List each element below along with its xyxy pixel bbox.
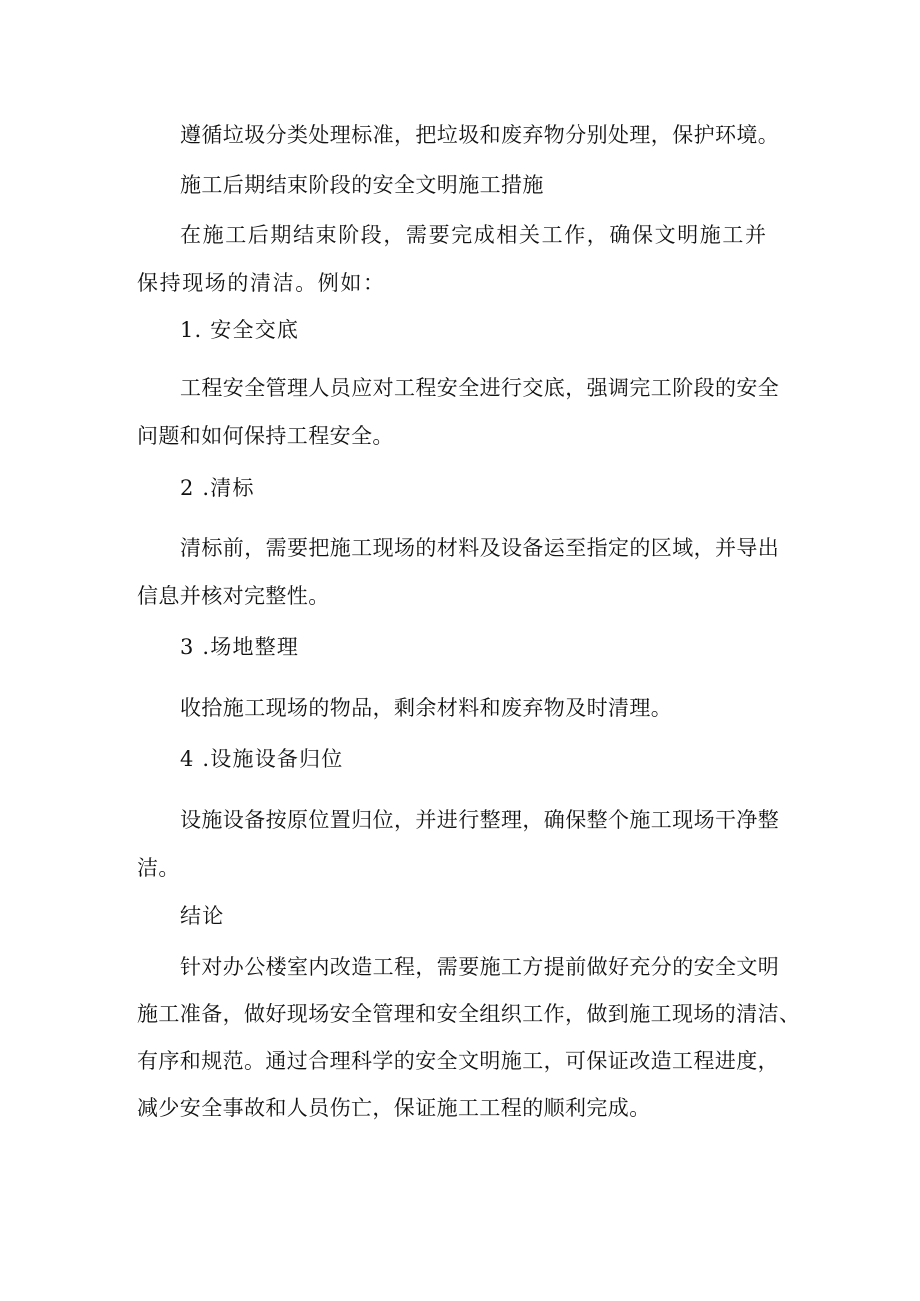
conclusion-heading: 结论	[180, 904, 225, 928]
paragraph-final-stage-line-2: 保持现场的清洁。例如：	[137, 271, 386, 295]
list-item-3-text: 收拾施工现场的物品，剩余材料和废弃物及时清理。	[180, 696, 673, 720]
conclusion-text-line-2: 施工准备，做好现场安全管理和安全组织工作，做到施工现场的清洁、	[137, 1002, 801, 1026]
list-item-2-heading: 2 .清标	[180, 476, 255, 500]
list-item-1-text-line-1: 工程安全管理人员应对工程安全进行交底，强调完工阶段的安全	[180, 376, 780, 400]
conclusion-text-line-4: 减少安全事故和人员伤亡，保证施工工程的顺利完成。	[137, 1096, 651, 1120]
list-item-4-text-line-2: 洁。	[137, 856, 180, 880]
list-item-4-text-line-1: 设施设备按原位置归位，并进行整理，确保整个施工现场干净整	[180, 808, 780, 832]
list-item-2-text-line-2: 信息并核对完整性。	[137, 584, 330, 608]
section-heading-final-stage: 施工后期结束阶段的安全文明施工措施	[180, 173, 544, 197]
paragraph-final-stage-line-1: 在施工后期结束阶段，需要完成相关工作，确保文明施工并	[180, 223, 768, 247]
list-item-1-heading: 1. 安全交底	[180, 318, 300, 342]
conclusion-text-line-3: 有序和规范。通过合理科学的安全文明施工，可保证改造工程进度，	[137, 1049, 779, 1073]
list-item-1-text-line-2: 问题和如何保持工程安全。	[137, 424, 394, 448]
list-item-4-heading: 4 .设施设备归位	[180, 747, 344, 771]
list-item-3-heading: 3 .场地整理	[180, 635, 300, 659]
list-item-2-text-line-1: 清标前，需要把施工现场的材料及设备运至指定的区域，并导出	[180, 536, 780, 560]
conclusion-text-line-1: 针对办公楼室内改造工程，需要施工方提前做好充分的安全文明	[180, 955, 780, 979]
paragraph-waste-sorting: 遵循垃圾分类处理标准，把垃圾和废弃物分别处理，保护环境。	[180, 123, 780, 147]
